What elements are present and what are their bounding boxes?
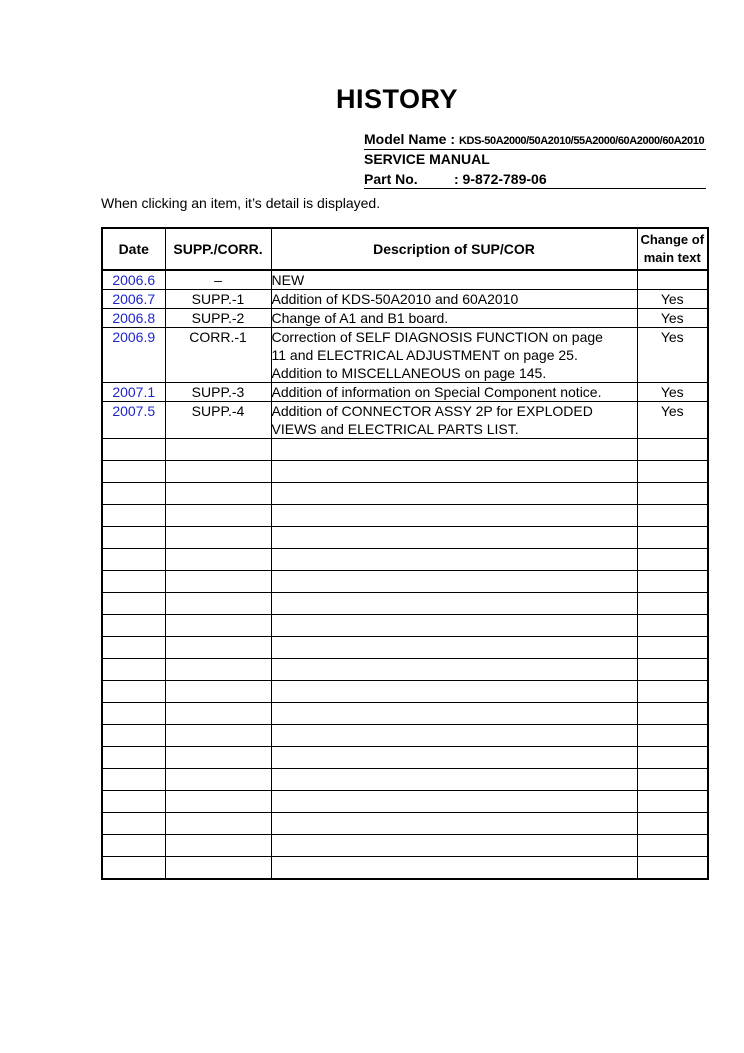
history-table-body bbox=[102, 270, 708, 879]
empty-cell bbox=[271, 791, 637, 813]
empty-table-row bbox=[102, 681, 708, 703]
supp-corr-cell: SUPP.-3 bbox=[165, 383, 271, 402]
empty-table-row bbox=[102, 725, 708, 747]
empty-table-row bbox=[102, 857, 708, 880]
empty-cell bbox=[271, 725, 637, 747]
empty-cell bbox=[637, 483, 708, 505]
empty-table-row bbox=[102, 791, 708, 813]
empty-cell bbox=[165, 439, 271, 461]
empty-cell bbox=[165, 483, 271, 505]
empty-cell bbox=[165, 725, 271, 747]
empty-table-row bbox=[102, 439, 708, 461]
empty-table-row bbox=[102, 813, 708, 835]
table-row bbox=[102, 383, 708, 402]
empty-cell bbox=[271, 857, 637, 880]
empty-cell bbox=[165, 857, 271, 880]
empty-cell bbox=[271, 637, 637, 659]
empty-cell bbox=[102, 769, 165, 791]
empty-cell bbox=[102, 659, 165, 681]
empty-cell bbox=[637, 571, 708, 593]
header-change-main-text bbox=[637, 228, 708, 270]
description-cell: Change of A1 and B1 board. bbox=[271, 309, 637, 328]
description-cell bbox=[271, 328, 637, 383]
history-date-link[interactable]: 2007.5 bbox=[102, 402, 165, 439]
empty-cell bbox=[102, 857, 165, 880]
change-main-text-cell: Yes bbox=[637, 383, 708, 402]
empty-cell bbox=[271, 813, 637, 835]
empty-cell bbox=[165, 747, 271, 769]
table-row bbox=[102, 290, 708, 309]
empty-cell bbox=[637, 835, 708, 857]
change-main-text-cell: Yes bbox=[637, 309, 708, 328]
empty-cell bbox=[165, 813, 271, 835]
empty-cell bbox=[637, 549, 708, 571]
empty-cell bbox=[102, 747, 165, 769]
empty-cell bbox=[165, 571, 271, 593]
empty-table-row bbox=[102, 505, 708, 527]
empty-cell bbox=[165, 659, 271, 681]
empty-cell bbox=[102, 461, 165, 483]
empty-cell bbox=[271, 439, 637, 461]
supp-corr-cell: SUPP.-4 bbox=[165, 402, 271, 439]
table-row bbox=[102, 328, 708, 383]
supp-corr-cell: SUPP.-1 bbox=[165, 290, 271, 309]
table-row bbox=[102, 309, 708, 328]
empty-table-row bbox=[102, 593, 708, 615]
empty-cell bbox=[165, 593, 271, 615]
empty-cell bbox=[165, 461, 271, 483]
empty-cell bbox=[637, 659, 708, 681]
empty-cell bbox=[271, 461, 637, 483]
empty-cell bbox=[271, 703, 637, 725]
empty-cell bbox=[637, 527, 708, 549]
empty-cell bbox=[102, 835, 165, 857]
empty-cell bbox=[271, 769, 637, 791]
description-cell bbox=[271, 402, 637, 439]
empty-table-row bbox=[102, 571, 708, 593]
empty-cell bbox=[271, 681, 637, 703]
service-manual-label: SERVICE MANUAL bbox=[364, 151, 490, 167]
history-table bbox=[101, 227, 709, 880]
history-date-link[interactable]: 2006.9 bbox=[102, 328, 165, 383]
empty-cell bbox=[102, 681, 165, 703]
empty-table-row bbox=[102, 615, 708, 637]
empty-cell bbox=[165, 681, 271, 703]
description-line: Correction of SELF DIAGNOSIS FUNCTION on page bbox=[271, 329, 603, 345]
description-cell: Addition of KDS-50A2010 and 60A2010 bbox=[271, 290, 637, 309]
empty-cell bbox=[102, 615, 165, 637]
empty-table-row bbox=[102, 549, 708, 571]
empty-cell bbox=[271, 747, 637, 769]
history-date-link[interactable]: 2006.8 bbox=[102, 309, 165, 328]
empty-cell bbox=[102, 571, 165, 593]
header-change-line1: Change of bbox=[640, 232, 705, 247]
empty-cell bbox=[271, 615, 637, 637]
empty-cell bbox=[271, 505, 637, 527]
description-cell: Addition of information on Special Component notice. bbox=[271, 383, 637, 402]
empty-cell bbox=[271, 483, 637, 505]
empty-cell bbox=[102, 505, 165, 527]
table-row bbox=[102, 402, 708, 439]
empty-table-row bbox=[102, 461, 708, 483]
header-supp-corr: SUPP./CORR. bbox=[165, 228, 271, 270]
empty-cell bbox=[165, 505, 271, 527]
part-number-label: Part No. bbox=[364, 171, 418, 187]
change-main-text-cell: Yes bbox=[637, 402, 708, 439]
empty-cell bbox=[165, 703, 271, 725]
meta-divider-bottom bbox=[364, 188, 706, 189]
empty-cell bbox=[271, 527, 637, 549]
description-cell: NEW bbox=[271, 270, 637, 290]
supp-corr-cell: SUPP.-2 bbox=[165, 309, 271, 328]
description-line: VIEWS and ELECTRICAL PARTS LIST. bbox=[271, 421, 519, 437]
empty-cell bbox=[637, 681, 708, 703]
meta-divider bbox=[364, 149, 706, 150]
service-manual-row bbox=[364, 151, 706, 170]
instruction-text: When clicking an item, it’s detail is displayed. bbox=[101, 195, 381, 211]
empty-cell bbox=[165, 527, 271, 549]
empty-cell bbox=[102, 483, 165, 505]
empty-cell bbox=[165, 549, 271, 571]
model-name-row bbox=[364, 131, 706, 150]
part-number-value: : 9-872-789-06 bbox=[454, 171, 547, 187]
empty-cell bbox=[637, 593, 708, 615]
empty-cell bbox=[165, 769, 271, 791]
empty-cell bbox=[637, 703, 708, 725]
empty-cell bbox=[637, 769, 708, 791]
empty-table-row bbox=[102, 703, 708, 725]
empty-cell bbox=[637, 505, 708, 527]
empty-table-row bbox=[102, 637, 708, 659]
empty-cell bbox=[271, 593, 637, 615]
empty-table-row bbox=[102, 483, 708, 505]
table-row bbox=[102, 270, 708, 290]
table-header-row bbox=[102, 228, 708, 270]
history-date-link[interactable]: 2006.7 bbox=[102, 290, 165, 309]
model-name-label: Model Name : bbox=[364, 131, 456, 147]
empty-cell bbox=[165, 637, 271, 659]
empty-cell bbox=[165, 835, 271, 857]
empty-cell bbox=[271, 835, 637, 857]
header-description: Description of SUP/COR bbox=[271, 228, 637, 270]
empty-cell bbox=[637, 857, 708, 880]
empty-table-row bbox=[102, 747, 708, 769]
empty-cell bbox=[637, 615, 708, 637]
empty-cell bbox=[165, 615, 271, 637]
empty-cell bbox=[637, 747, 708, 769]
supp-corr-cell: CORR.-1 bbox=[165, 328, 271, 383]
empty-cell bbox=[637, 725, 708, 747]
empty-table-row bbox=[102, 835, 708, 857]
empty-cell bbox=[165, 791, 271, 813]
empty-cell bbox=[102, 527, 165, 549]
history-date-link[interactable]: 2007.1 bbox=[102, 383, 165, 402]
empty-cell bbox=[102, 593, 165, 615]
empty-cell bbox=[271, 659, 637, 681]
empty-cell bbox=[102, 439, 165, 461]
supp-corr-cell: – bbox=[165, 270, 271, 290]
header-change-line2: main text bbox=[643, 250, 701, 265]
page-title: HISTORY bbox=[336, 84, 459, 114]
empty-cell bbox=[271, 571, 637, 593]
empty-cell bbox=[637, 813, 708, 835]
empty-cell bbox=[271, 549, 637, 571]
history-date-link[interactable]: 2006.6 bbox=[102, 270, 165, 290]
empty-cell bbox=[637, 461, 708, 483]
empty-cell bbox=[637, 791, 708, 813]
change-main-text-cell bbox=[637, 270, 708, 290]
empty-cell bbox=[102, 703, 165, 725]
empty-cell bbox=[102, 549, 165, 571]
empty-cell bbox=[102, 813, 165, 835]
change-main-text-cell: Yes bbox=[637, 290, 708, 309]
empty-cell bbox=[102, 791, 165, 813]
header-date: Date bbox=[102, 228, 165, 270]
empty-table-row bbox=[102, 527, 708, 549]
empty-cell bbox=[637, 637, 708, 659]
empty-table-row bbox=[102, 769, 708, 791]
description-line: Addition to MISCELLANEOUS on page 145. bbox=[271, 365, 547, 381]
empty-cell bbox=[102, 725, 165, 747]
empty-table-row bbox=[102, 659, 708, 681]
model-name-value: KDS-50A2000/50A2010/55A2000/60A2000/60A2010 bbox=[459, 135, 705, 147]
empty-cell bbox=[102, 637, 165, 659]
description-line: Addition of CONNECTOR ASSY 2P for EXPLODED bbox=[271, 403, 593, 419]
change-main-text-cell: Yes bbox=[637, 328, 708, 383]
empty-cell bbox=[637, 439, 708, 461]
description-line: 11 and ELECTRICAL ADJUSTMENT on page 25. bbox=[271, 347, 578, 363]
